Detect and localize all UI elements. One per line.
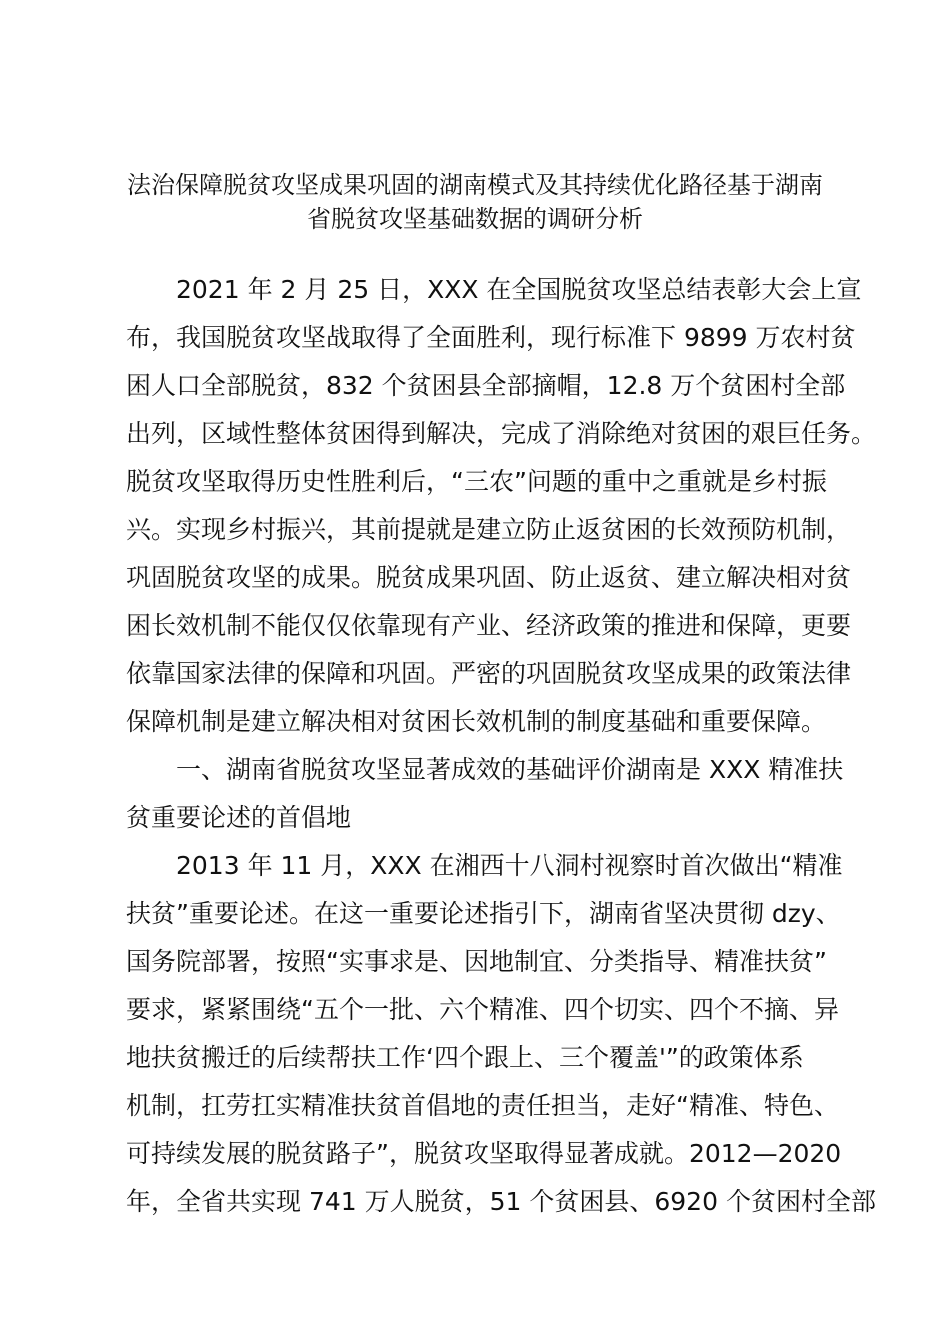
text-line: 国务院部署，按照“实事求是、因地制宜、分类指导、精准扶贫” (126, 947, 827, 976)
text-line: 保障机制是建立解决相对贫困长效机制的制度基础和重要保障。 (126, 707, 827, 736)
paragraph-1 (126, 266, 877, 746)
text-line: 扶贫”重要论述。在这一重要论述指引下，湖南省坚决贯彻 dzy、 (126, 899, 841, 928)
document-title (100, 168, 850, 236)
text-line: 布，我国脱贫攻坚战取得了全面胜利，现行标准下 9899 万农村贫 (126, 323, 856, 352)
paragraph-2 (126, 842, 876, 1226)
text-line: 困长效机制不能仅仅依靠现有产业、经济政策的推进和保障，更要 (126, 611, 852, 640)
text-line: 兴。实现乡村振兴，其前提就是建立防止返贫困的长效预防机制， (126, 515, 852, 544)
text-line: 2013 年 11 月，XXX 在湘西十八洞村视察时首次做出“精准 (176, 851, 843, 880)
text-line: 依靠国家法律的保障和巩固。严密的巩固脱贫攻坚成果的政策法律 (126, 659, 852, 688)
text-line: 2021 年 2 月 25 日，XXX 在全国脱贫攻坚总结表彰大会上宣 (176, 275, 862, 304)
title-line: 法治保障脱贫攻坚成果巩固的湖南模式及其持续优化路径基于湖南 (127, 171, 823, 199)
text-line: 困人口全部脱贫，832 个贫困县全部摘帽，12.8 万个贫困村全部 (126, 371, 846, 400)
document-body (126, 266, 877, 1226)
text-line: 机制，扛劳扛实精准扶贫首倡地的责任担当，走好“精准、特色、 (126, 1091, 839, 1120)
text-line: 脱贫攻坚取得历史性胜利后，“三农”问题的重中之重就是乡村振 (126, 467, 827, 496)
text-line: 可持续发展的脱贫路子”，脱贫攻坚取得显著成就。2012—2020 (126, 1139, 842, 1168)
section-heading-1 (126, 746, 844, 842)
text-line: 巩固脱贫攻坚的成果。脱贫成果巩固、防止返贫、建立解决相对贫 (126, 563, 852, 592)
heading-line: 贫重要论述的首倡地 (126, 803, 352, 832)
text-line: 地扶贫搬迁的后续帮扶工作‘四个跟上、三个覆盖'”的政策体系 (126, 1043, 804, 1072)
title-line: 省脱贫攻坚基础数据的调研分析 (307, 205, 643, 233)
text-line: 要求，紧紧围绕“五个一批、六个精准、四个切实、四个不摘、异 (126, 995, 839, 1024)
heading-line: 一、湖南省脱贫攻坚显著成效的基础评价湖南是 XXX 精准扶 (176, 755, 844, 784)
text-line: 出列，区域性整体贫困得到解决，完成了消除绝对贫困的艰巨任务。 (126, 419, 877, 448)
text-line: 年，全省共实现 741 万人脱贫，51 个贫困县、6920 个贫困村全部 (126, 1187, 876, 1216)
